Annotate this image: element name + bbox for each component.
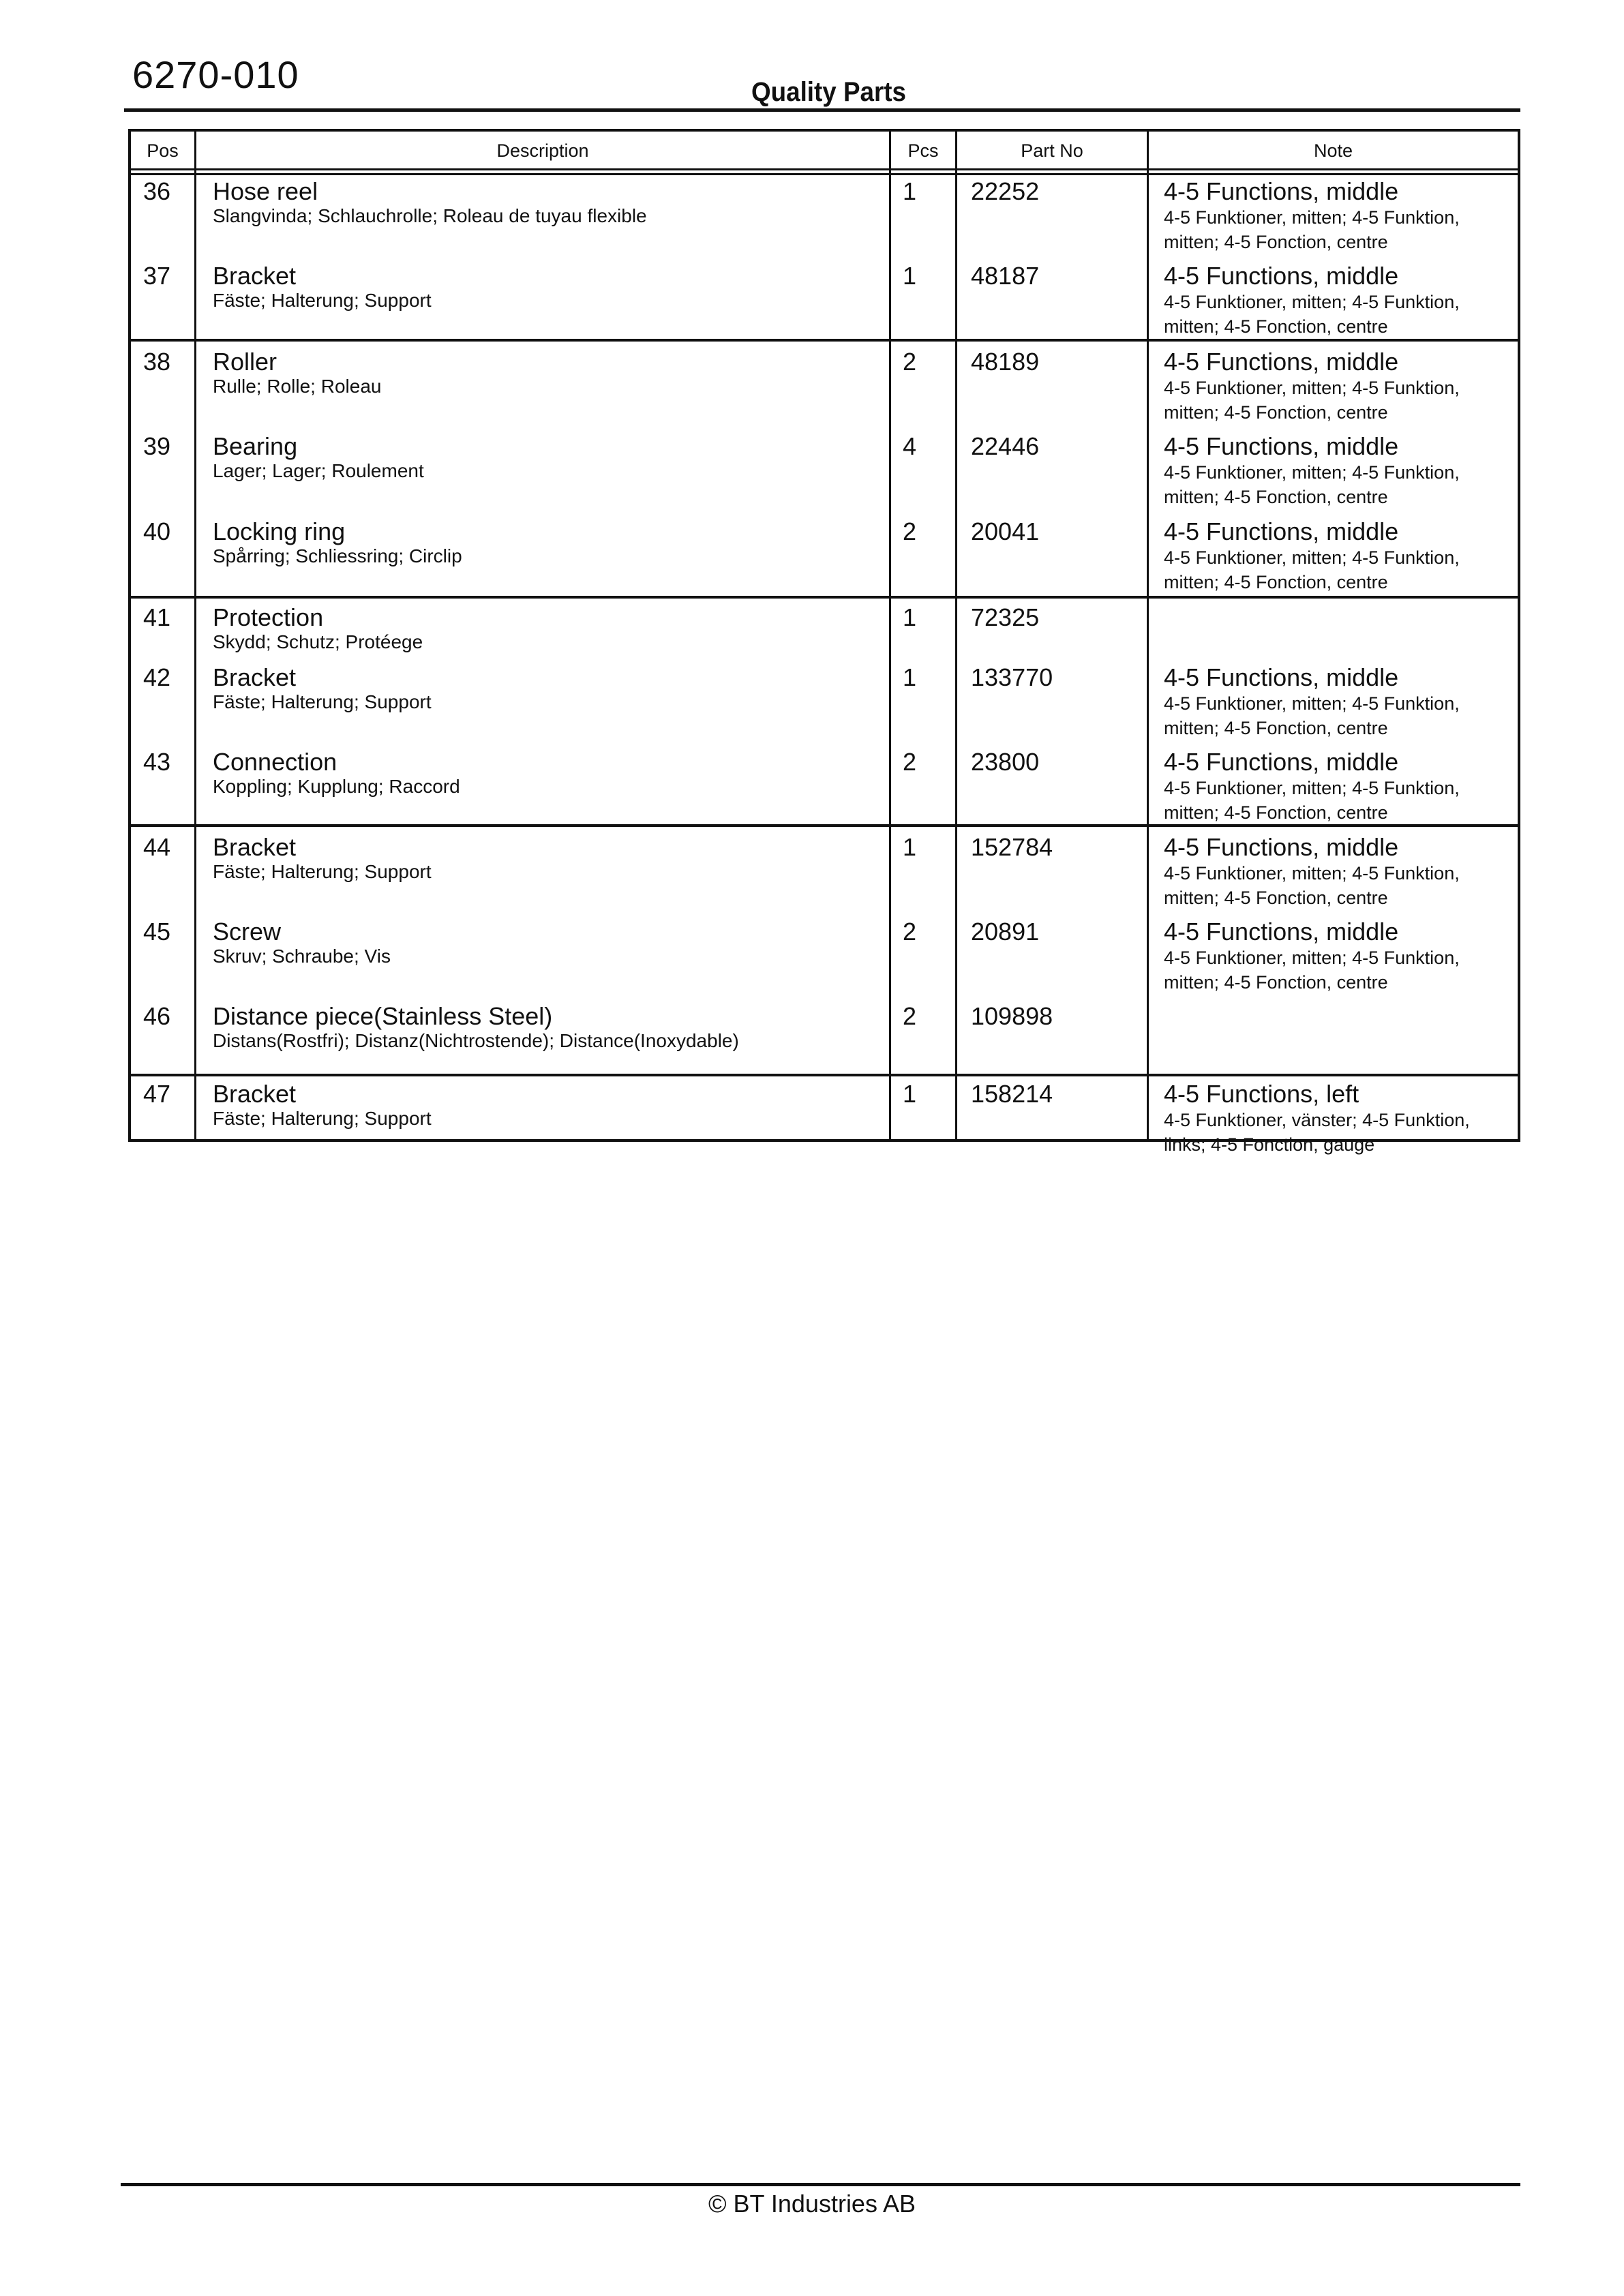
row-part-name: Bracket xyxy=(213,262,297,290)
row-note-translations: 4-5 Funktioner, mitten; 4-5 Funktion, mitten; 4-5 Fonction, centre xyxy=(1164,378,1460,423)
row-part-translations: Spårring; Schliessring; Circlip xyxy=(213,545,462,567)
row-part-name: Bearing xyxy=(213,432,298,460)
row-pcs: 2 xyxy=(903,1002,917,1030)
row-note-translations: 4-5 Funktioner, mitten; 4-5 Funktion, mitten; 4-5 Fonction, centre xyxy=(1164,292,1460,337)
row-part-name: Hose reel xyxy=(213,177,318,205)
row-part-translations: Distans(Rostfri); Distanz(Nichtrostende); Distance(Inoxydable) xyxy=(213,1030,739,1051)
row-part-translations: Skruv; Schraube; Vis xyxy=(213,946,391,967)
row-pcs: 1 xyxy=(903,603,917,631)
row-part-translations: Koppling; Kupplung; Raccord xyxy=(213,776,460,797)
header-underline xyxy=(131,168,1518,170)
row-part-number: 133770 xyxy=(971,663,1053,691)
row-part-number: 72325 xyxy=(971,603,1040,631)
row-part-name: Locking ring xyxy=(213,517,346,545)
parts-table xyxy=(128,129,1520,1155)
row-note-translations: 4-5 Funktioner, vänster; 4-5 Funktion, links; 4-5 Fonction, gauge xyxy=(1164,1110,1470,1155)
document-number: 6270-010 xyxy=(132,53,299,96)
row-pos: 46 xyxy=(143,1002,171,1030)
column-divider-pos xyxy=(194,132,196,1139)
row-pcs: 2 xyxy=(903,348,917,376)
row-pcs: 1 xyxy=(903,1080,917,1108)
column-header-pcs: Pcs xyxy=(907,140,939,161)
row-pos: 44 xyxy=(143,833,171,861)
row-pcs: 2 xyxy=(903,517,917,545)
row-pos: 37 xyxy=(143,262,171,290)
row-part-number: 23800 xyxy=(971,748,1040,776)
row-note-translations: 4-5 Funktioner, mitten; 4-5 Funktion, mitten; 4-5 Fonction, centre xyxy=(1164,547,1460,592)
column-header-note: Note xyxy=(1313,140,1353,161)
footer-divider xyxy=(121,2183,1520,2186)
header-divider xyxy=(124,108,1520,112)
column-header-description: Description xyxy=(496,140,589,161)
header-underline-second xyxy=(131,173,1518,175)
row-part-name: Connection xyxy=(213,748,337,776)
row-part-number: 22252 xyxy=(971,177,1040,205)
row-part-number: 152784 xyxy=(971,833,1053,861)
row-pcs: 2 xyxy=(903,918,917,946)
column-divider-partno xyxy=(1147,132,1149,1139)
row-note: 4-5 Functions, middle xyxy=(1164,663,1399,691)
row-part-translations: Lager; Lager; Roulement xyxy=(213,460,424,481)
row-note: 4-5 Functions, middle xyxy=(1164,918,1399,946)
row-part-name: Protection xyxy=(213,603,324,631)
row-note: 4-5 Functions, middle xyxy=(1164,833,1399,861)
row-part-number: 158214 xyxy=(971,1080,1053,1108)
row-part-number: 48189 xyxy=(971,348,1040,376)
row-part-name: Screw xyxy=(213,918,282,946)
row-note: 4-5 Functions, middle xyxy=(1164,432,1399,460)
column-divider-description xyxy=(889,132,891,1139)
row-pos: 40 xyxy=(143,517,171,545)
page-title: Quality Parts xyxy=(751,77,907,107)
group-divider xyxy=(131,596,1518,599)
row-pos: 45 xyxy=(143,918,171,946)
row-pos: 47 xyxy=(143,1080,171,1108)
row-note-translations: 4-5 Funktioner, mitten; 4-5 Funktion, mitten; 4-5 Fonction, centre xyxy=(1164,693,1460,738)
row-part-translations: Rulle; Rolle; Roleau xyxy=(213,376,382,397)
row-part-name: Bracket xyxy=(213,833,297,861)
row-pos: 42 xyxy=(143,663,171,691)
row-part-name: Bracket xyxy=(213,1080,297,1108)
row-part-number: 20041 xyxy=(971,517,1040,545)
row-part-translations: Fäste; Halterung; Support xyxy=(213,861,432,882)
row-part-number: 20891 xyxy=(971,918,1040,946)
row-pos: 39 xyxy=(143,432,171,460)
row-part-number: 22446 xyxy=(971,432,1040,460)
row-part-translations: Slangvinda; Schlauchrolle; Roleau de tuyau flexible xyxy=(213,205,647,226)
row-note-translations: 4-5 Funktioner, mitten; 4-5 Funktion, mitten; 4-5 Fonction, centre xyxy=(1164,948,1460,993)
copyright-notice: © BT Industries AB xyxy=(708,2190,916,2218)
row-pcs: 2 xyxy=(903,748,917,776)
row-part-number: 48187 xyxy=(971,262,1040,290)
column-divider-pcs xyxy=(955,132,957,1139)
row-pos: 36 xyxy=(143,177,171,205)
row-part-translations: Fäste; Halterung; Support xyxy=(213,290,432,311)
row-note-translations: 4-5 Funktioner, mitten; 4-5 Funktion, mitten; 4-5 Fonction, centre xyxy=(1164,863,1460,908)
row-note: 4-5 Functions, middle xyxy=(1164,517,1399,545)
row-pcs: 1 xyxy=(903,833,917,861)
row-pcs: 1 xyxy=(903,262,917,290)
row-note-translations: 4-5 Funktioner, mitten; 4-5 Funktion, mitten; 4-5 Fonction, centre xyxy=(1164,778,1460,823)
row-part-translations: Fäste; Halterung; Support xyxy=(213,1108,432,1129)
column-header-pos: Pos xyxy=(147,140,179,161)
row-pos: 43 xyxy=(143,748,171,776)
row-part-number: 109898 xyxy=(971,1002,1053,1030)
row-part-name: Roller xyxy=(213,348,277,376)
row-note-translations: 4-5 Funktioner, mitten; 4-5 Funktion, mitten; 4-5 Fonction, centre xyxy=(1164,207,1460,252)
group-divider xyxy=(131,339,1518,342)
row-pcs: 4 xyxy=(903,432,917,460)
row-pcs: 1 xyxy=(903,663,917,691)
row-note: 4-5 Functions, middle xyxy=(1164,262,1399,290)
row-part-name: Bracket xyxy=(213,663,297,691)
row-part-translations: Fäste; Halterung; Support xyxy=(213,691,432,712)
row-pcs: 1 xyxy=(903,177,917,205)
row-pos: 41 xyxy=(143,603,171,631)
row-part-translations: Skydd; Schutz; Protéege xyxy=(213,631,423,652)
row-note: 4-5 Functions, middle xyxy=(1164,348,1399,376)
row-note-translations: 4-5 Funktioner, mitten; 4-5 Funktion, mitten; 4-5 Fonction, centre xyxy=(1164,462,1460,507)
row-note: 4-5 Functions, middle xyxy=(1164,748,1399,776)
row-note: 4-5 Functions, left xyxy=(1164,1080,1359,1108)
row-part-name: Distance piece(Stainless Steel) xyxy=(213,1002,553,1030)
group-divider xyxy=(131,1074,1518,1076)
row-pos: 38 xyxy=(143,348,171,376)
column-header-part-no: Part No xyxy=(1021,140,1083,161)
row-note: 4-5 Functions, middle xyxy=(1164,177,1399,205)
